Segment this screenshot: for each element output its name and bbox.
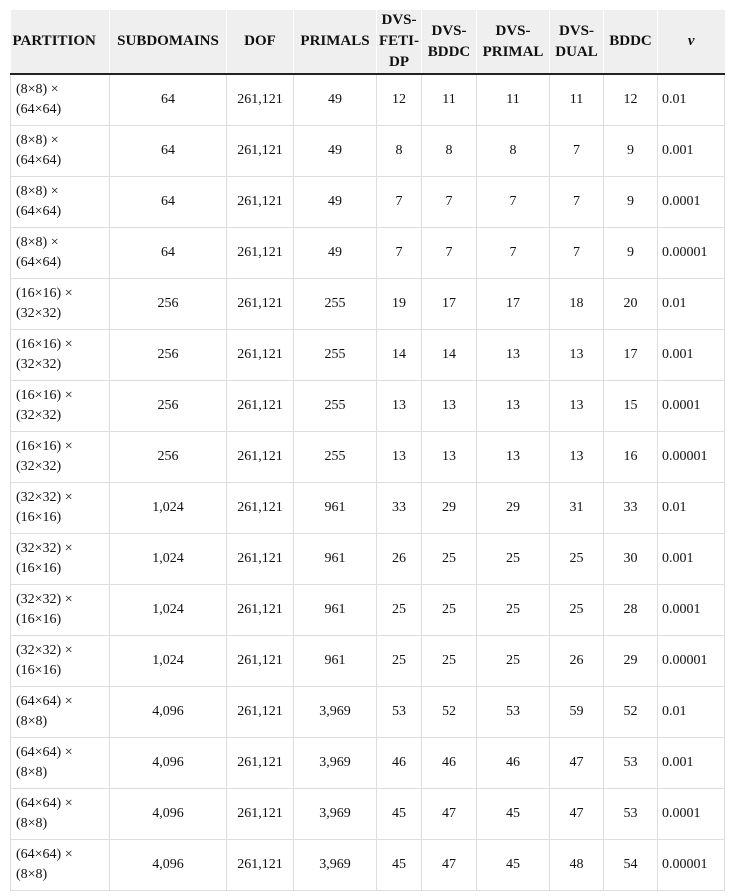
cell-subdomains: 64 [110, 74, 227, 126]
header-dvs-primal: DVS-PRIMAL [477, 10, 550, 74]
cell-partition: (16×16) × (32×32) [11, 381, 110, 432]
cell-dvs-bddc: 52 [422, 687, 477, 738]
cell-partition: (8×8) × (64×64) [11, 228, 110, 279]
cell-dvs-primal: 7 [477, 177, 550, 228]
cell-primals: 255 [294, 330, 377, 381]
cell-dvs-feti-dp: 33 [377, 483, 422, 534]
cell-dvs-bddc: 8 [422, 126, 477, 177]
table-row [11, 789, 725, 840]
cell-primals: 961 [294, 534, 377, 585]
cell-partition: (64×64) × (8×8) [11, 687, 110, 738]
cell-nu: 0.00001 [658, 840, 725, 891]
table-row [11, 126, 725, 177]
cell-dof: 261,121 [227, 840, 294, 891]
header-dvs-dual: DVS-DUAL [550, 10, 604, 74]
cell-bddc: 53 [604, 738, 658, 789]
cell-dvs-bddc: 25 [422, 636, 477, 687]
cell-nu: 0.001 [658, 330, 725, 381]
cell-dvs-bddc: 29 [422, 483, 477, 534]
header-partition: PARTITION [11, 10, 110, 74]
cell-dvs-primal: 11 [477, 74, 550, 126]
cell-subdomains: 256 [110, 432, 227, 483]
cell-dvs-primal: 25 [477, 585, 550, 636]
cell-dvs-primal: 13 [477, 432, 550, 483]
cell-bddc: 30 [604, 534, 658, 585]
cell-primals: 961 [294, 585, 377, 636]
cell-partition: (32×32) × (16×16) [11, 534, 110, 585]
table-row [11, 738, 725, 789]
cell-dof: 261,121 [227, 636, 294, 687]
cell-nu: 0.0001 [658, 585, 725, 636]
cell-nu: 0.0001 [658, 789, 725, 840]
cell-dof: 261,121 [227, 228, 294, 279]
cell-dvs-primal: 7 [477, 228, 550, 279]
cell-bddc: 52 [604, 687, 658, 738]
cell-subdomains: 64 [110, 126, 227, 177]
cell-dof: 261,121 [227, 330, 294, 381]
cell-bddc: 20 [604, 279, 658, 330]
cell-bddc: 9 [604, 177, 658, 228]
cell-subdomains: 1,024 [110, 534, 227, 585]
cell-partition: (16×16) × (32×32) [11, 279, 110, 330]
cell-dvs-feti-dp: 13 [377, 381, 422, 432]
cell-dvs-bddc: 25 [422, 534, 477, 585]
cell-dvs-feti-dp: 25 [377, 585, 422, 636]
cell-dvs-dual: 48 [550, 840, 604, 891]
table-row [11, 585, 725, 636]
cell-dof: 261,121 [227, 585, 294, 636]
cell-dvs-dual: 7 [550, 126, 604, 177]
cell-primals: 255 [294, 279, 377, 330]
table-row [11, 534, 725, 585]
cell-dvs-primal: 46 [477, 738, 550, 789]
cell-dvs-primal: 53 [477, 687, 550, 738]
cell-partition: (64×64) × (8×8) [11, 789, 110, 840]
cell-bddc: 15 [604, 381, 658, 432]
cell-subdomains: 256 [110, 330, 227, 381]
cell-primals: 49 [294, 74, 377, 126]
cell-partition: (8×8) × (64×64) [11, 177, 110, 228]
cell-dvs-dual: 31 [550, 483, 604, 534]
header-row [11, 10, 725, 74]
cell-primals: 255 [294, 432, 377, 483]
table-row [11, 636, 725, 687]
table-header [11, 10, 725, 74]
cell-dvs-bddc: 11 [422, 74, 477, 126]
cell-primals: 3,969 [294, 687, 377, 738]
table-row [11, 177, 725, 228]
cell-subdomains: 256 [110, 381, 227, 432]
header-subdomains: SUBDOMAINS [110, 10, 227, 74]
cell-dvs-dual: 11 [550, 74, 604, 126]
cell-dvs-bddc: 17 [422, 279, 477, 330]
cell-subdomains: 1,024 [110, 483, 227, 534]
cell-dvs-primal: 29 [477, 483, 550, 534]
cell-subdomains: 4,096 [110, 840, 227, 891]
cell-dvs-primal: 25 [477, 534, 550, 585]
header-nu: ν [658, 10, 725, 74]
cell-dof: 261,121 [227, 789, 294, 840]
cell-primals: 49 [294, 177, 377, 228]
cell-partition: (32×32) × (16×16) [11, 585, 110, 636]
cell-nu: 0.0001 [658, 177, 725, 228]
cell-nu: 0.01 [658, 279, 725, 330]
cell-dvs-feti-dp: 26 [377, 534, 422, 585]
cell-dvs-bddc: 47 [422, 789, 477, 840]
cell-dvs-bddc: 47 [422, 840, 477, 891]
cell-dvs-feti-dp: 45 [377, 789, 422, 840]
cell-primals: 3,969 [294, 738, 377, 789]
cell-subdomains: 4,096 [110, 789, 227, 840]
cell-dof: 261,121 [227, 738, 294, 789]
cell-dvs-dual: 26 [550, 636, 604, 687]
header-dvs-feti-dp: DVS-FETI-DP [377, 10, 422, 74]
cell-dvs-dual: 13 [550, 432, 604, 483]
cell-dvs-dual: 13 [550, 330, 604, 381]
cell-dvs-dual: 25 [550, 534, 604, 585]
cell-dvs-primal: 17 [477, 279, 550, 330]
cell-dof: 261,121 [227, 432, 294, 483]
table-row [11, 381, 725, 432]
cell-dvs-dual: 13 [550, 381, 604, 432]
cell-dof: 261,121 [227, 381, 294, 432]
cell-dvs-feti-dp: 7 [377, 177, 422, 228]
cell-primals: 255 [294, 381, 377, 432]
cell-bddc: 9 [604, 126, 658, 177]
cell-subdomains: 4,096 [110, 738, 227, 789]
cell-nu: 0.01 [658, 687, 725, 738]
cell-primals: 3,969 [294, 789, 377, 840]
cell-partition: (32×32) × (16×16) [11, 636, 110, 687]
cell-dvs-bddc: 46 [422, 738, 477, 789]
cell-dvs-bddc: 7 [422, 177, 477, 228]
cell-partition: (16×16) × (32×32) [11, 330, 110, 381]
cell-bddc: 16 [604, 432, 658, 483]
cell-dvs-feti-dp: 46 [377, 738, 422, 789]
cell-dvs-dual: 47 [550, 789, 604, 840]
cell-subdomains: 64 [110, 177, 227, 228]
cell-dvs-bddc: 25 [422, 585, 477, 636]
cell-dvs-feti-dp: 8 [377, 126, 422, 177]
cell-dvs-dual: 7 [550, 177, 604, 228]
cell-bddc: 12 [604, 74, 658, 126]
header-dof: DOF [227, 10, 294, 74]
cell-subdomains: 256 [110, 279, 227, 330]
cell-partition: (64×64) × (8×8) [11, 738, 110, 789]
cell-partition: (16×16) × (32×32) [11, 432, 110, 483]
cell-dvs-primal: 13 [477, 381, 550, 432]
cell-dvs-bddc: 13 [422, 432, 477, 483]
cell-dvs-feti-dp: 12 [377, 74, 422, 126]
cell-bddc: 9 [604, 228, 658, 279]
table-row [11, 330, 725, 381]
cell-dof: 261,121 [227, 74, 294, 126]
cell-dvs-bddc: 14 [422, 330, 477, 381]
cell-primals: 961 [294, 636, 377, 687]
cell-bddc: 33 [604, 483, 658, 534]
cell-subdomains: 64 [110, 228, 227, 279]
table-row [11, 687, 725, 738]
header-bddc: BDDC [604, 10, 658, 74]
cell-dvs-primal: 45 [477, 840, 550, 891]
cell-dof: 261,121 [227, 687, 294, 738]
cell-dvs-dual: 7 [550, 228, 604, 279]
cell-nu: 0.01 [658, 483, 725, 534]
cell-dvs-feti-dp: 19 [377, 279, 422, 330]
header-dvs-bddc: DVS-BDDC [422, 10, 477, 74]
cell-primals: 49 [294, 126, 377, 177]
cell-bddc: 28 [604, 585, 658, 636]
cell-dvs-feti-dp: 14 [377, 330, 422, 381]
table-row [11, 228, 725, 279]
cell-partition: (32×32) × (16×16) [11, 483, 110, 534]
cell-partition: (8×8) × (64×64) [11, 74, 110, 126]
cell-subdomains: 4,096 [110, 687, 227, 738]
cell-partition: (8×8) × (64×64) [11, 126, 110, 177]
cell-dof: 261,121 [227, 279, 294, 330]
cell-nu: 0.00001 [658, 636, 725, 687]
cell-dvs-primal: 8 [477, 126, 550, 177]
cell-subdomains: 1,024 [110, 636, 227, 687]
cell-dvs-bddc: 7 [422, 228, 477, 279]
cell-nu: 0.01 [658, 74, 725, 126]
table-row [11, 279, 725, 330]
table-row [11, 483, 725, 534]
cell-primals: 3,969 [294, 840, 377, 891]
cell-nu: 0.001 [658, 738, 725, 789]
cell-dvs-dual: 47 [550, 738, 604, 789]
table-body [11, 74, 725, 891]
cell-nu: 0.00001 [658, 432, 725, 483]
cell-nu: 0.0001 [658, 381, 725, 432]
cell-dof: 261,121 [227, 126, 294, 177]
cell-dvs-feti-dp: 13 [377, 432, 422, 483]
cell-dvs-dual: 59 [550, 687, 604, 738]
cell-dvs-feti-dp: 53 [377, 687, 422, 738]
cell-bddc: 53 [604, 789, 658, 840]
cell-primals: 49 [294, 228, 377, 279]
cell-bddc: 54 [604, 840, 658, 891]
cell-partition: (64×64) × (8×8) [11, 840, 110, 891]
cell-dof: 261,121 [227, 534, 294, 585]
cell-dvs-feti-dp: 45 [377, 840, 422, 891]
table-row [11, 840, 725, 891]
cell-dof: 261,121 [227, 483, 294, 534]
cell-dvs-dual: 18 [550, 279, 604, 330]
cell-dvs-feti-dp: 7 [377, 228, 422, 279]
cell-bddc: 29 [604, 636, 658, 687]
cell-primals: 961 [294, 483, 377, 534]
results-table [10, 10, 725, 891]
cell-dvs-bddc: 13 [422, 381, 477, 432]
cell-dvs-primal: 13 [477, 330, 550, 381]
cell-nu: 0.001 [658, 534, 725, 585]
cell-dvs-primal: 25 [477, 636, 550, 687]
cell-dvs-primal: 45 [477, 789, 550, 840]
table-row [11, 432, 725, 483]
cell-dvs-feti-dp: 25 [377, 636, 422, 687]
cell-dof: 261,121 [227, 177, 294, 228]
header-primals: PRIMALS [294, 10, 377, 74]
cell-dvs-dual: 25 [550, 585, 604, 636]
cell-subdomains: 1,024 [110, 585, 227, 636]
table-row [11, 74, 725, 126]
cell-nu: 0.001 [658, 126, 725, 177]
cell-bddc: 17 [604, 330, 658, 381]
cell-nu: 0.00001 [658, 228, 725, 279]
